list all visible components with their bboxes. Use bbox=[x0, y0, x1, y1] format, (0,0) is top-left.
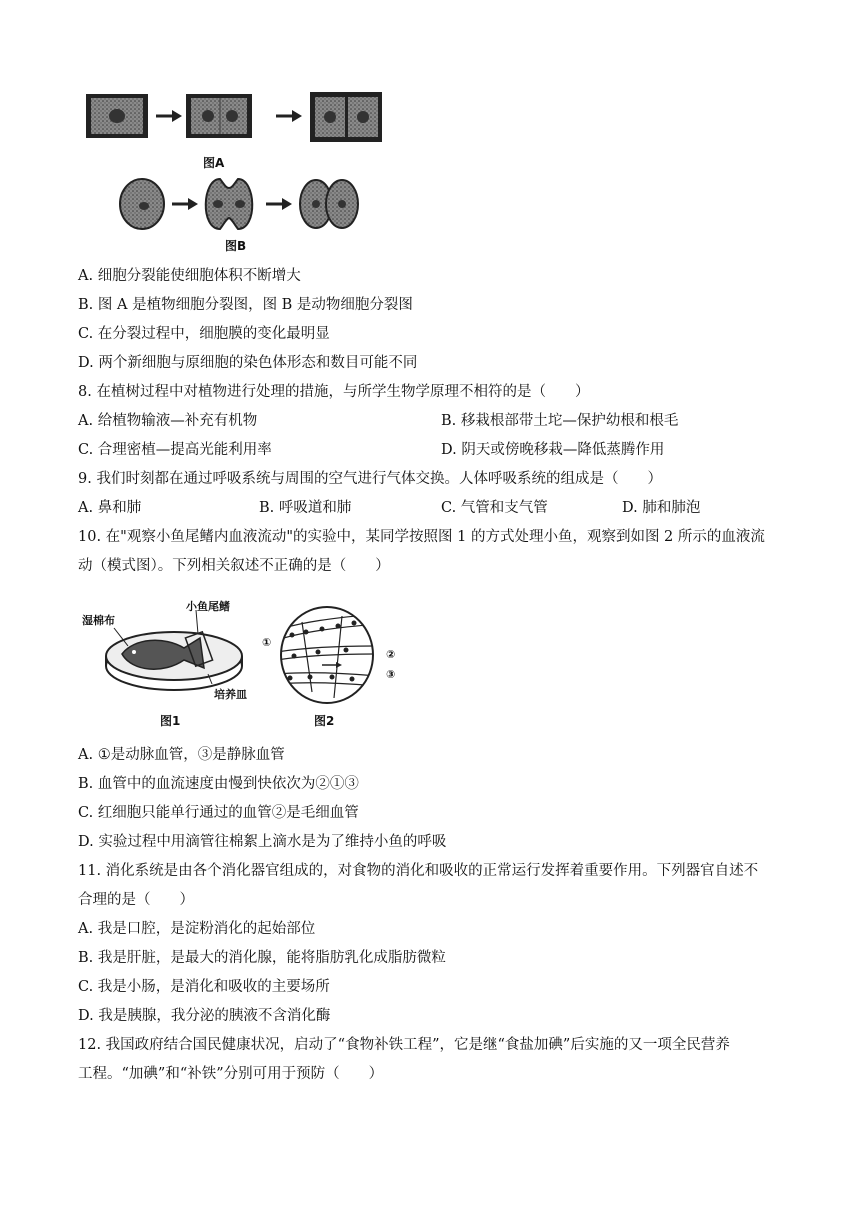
q7-option-c: C. 在分裂过程中，细胞膜的变化最明显 bbox=[78, 326, 330, 342]
q10-option-b: B. 血管中的血流速度由慢到快依次为②①③ bbox=[78, 776, 359, 792]
figure-2-caption: 图2 bbox=[314, 714, 335, 728]
q7-option-b: B. 图 A 是植物细胞分裂图，图 B 是动物细胞分裂图 bbox=[78, 297, 413, 313]
q11-option-c: C. 我是小肠，是消化和吸收的主要场所 bbox=[78, 979, 330, 995]
q10-option-d: D. 实验过程中用滴管往棉絮上滴水是为了维持小鱼的呼吸 bbox=[78, 834, 447, 850]
q9-option-c: C. 气管和支气管 bbox=[441, 500, 548, 516]
figure-b-caption: 图B bbox=[225, 239, 247, 253]
figure-1-caption: 图1 bbox=[160, 714, 181, 728]
q8-option-a: A. 给植物输液—补充有机物 bbox=[78, 413, 258, 429]
figure-1-label-wet-cotton: 湿棉布 bbox=[82, 614, 115, 627]
q9-option-b: B. 呼吸道和肺 bbox=[259, 500, 352, 516]
figure-2-marker-3: ③ bbox=[386, 668, 396, 681]
q10-stem-line1: 10. 在"观察小鱼尾鳍内血液流动"的实验中，某同学按照图 1 的方式处理小鱼，观察到如图 2 所示的血液流 bbox=[78, 529, 765, 545]
q10-option-c: C. 红细胞只能单行通过的血管②是毛细血管 bbox=[78, 805, 359, 821]
figure-2-marker-1: ① bbox=[262, 636, 272, 649]
q9-option-a: A. 鼻和肺 bbox=[78, 500, 142, 516]
q11-stem-line1: 11. 消化系统是由各个消化器官组成的，对食物的消化和吸收的正常运行发挥着重要作用。下列器官自述不 bbox=[78, 863, 759, 879]
q10-option-a: A. ①是动脉血管，③是静脉血管 bbox=[78, 747, 285, 763]
figure-2-marker-2: ② bbox=[386, 648, 396, 661]
q9-stem: 9. 我们时刻都在通过呼吸系统与周围的空气进行气体交换。人体呼吸系统的组成是（ ） bbox=[78, 471, 662, 487]
figure-b-animal-cell-division bbox=[112, 174, 362, 232]
figure-a-plant-cell-division bbox=[82, 88, 388, 170]
q8-option-d: D. 阴天或傍晚移栽—降低蒸腾作用 bbox=[441, 442, 665, 458]
q11-option-b: B. 我是肝脏，是最大的消化腺，能将脂肪乳化成脂肪微粒 bbox=[78, 950, 446, 966]
figure-1-label-tail-fin: 小鱼尾鳍 bbox=[186, 600, 230, 613]
figure-1-label-petri-dish: 培养皿 bbox=[214, 688, 247, 701]
q12-stem-line1: 12. 我国政府结合国民健康状况，启动了“食物补铁工程”，它是继“食盐加碘”后实施的又一项全民营养 bbox=[78, 1037, 730, 1053]
q8-option-c: C. 合理密植—提高光能利用率 bbox=[78, 442, 272, 458]
q10-stem-line2: 动（模式图）。下列相关叙述不正确的是（ ） bbox=[78, 558, 390, 574]
q7-option-a: A. 细胞分裂能使细胞体积不断增大 bbox=[78, 268, 301, 284]
q12-stem-line2: 工程。“加碘”和“补铁”分别可用于预防（ ） bbox=[78, 1066, 384, 1082]
q7-option-d: D. 两个新细胞与原细胞的染色体形态和数目可能不同 bbox=[78, 355, 418, 371]
figure-a-caption: 图A bbox=[203, 156, 225, 170]
q8-option-b: B. 移栽根部带土坨—保护幼根和根毛 bbox=[441, 413, 679, 429]
q8-stem: 8. 在植树过程中对植物进行处理的措施，与所学生物学原理不相符的是（ ） bbox=[78, 384, 590, 400]
q11-option-d: D. 我是胰腺，我分泌的胰液不含消化酶 bbox=[78, 1008, 331, 1024]
q11-option-a: A. 我是口腔，是淀粉消化的起始部位 bbox=[78, 921, 316, 937]
figure-2-blood-vessels bbox=[272, 602, 382, 708]
q11-stem-line2: 合理的是（ ） bbox=[78, 892, 194, 908]
q9-option-d: D. 肺和肺泡 bbox=[622, 500, 701, 516]
